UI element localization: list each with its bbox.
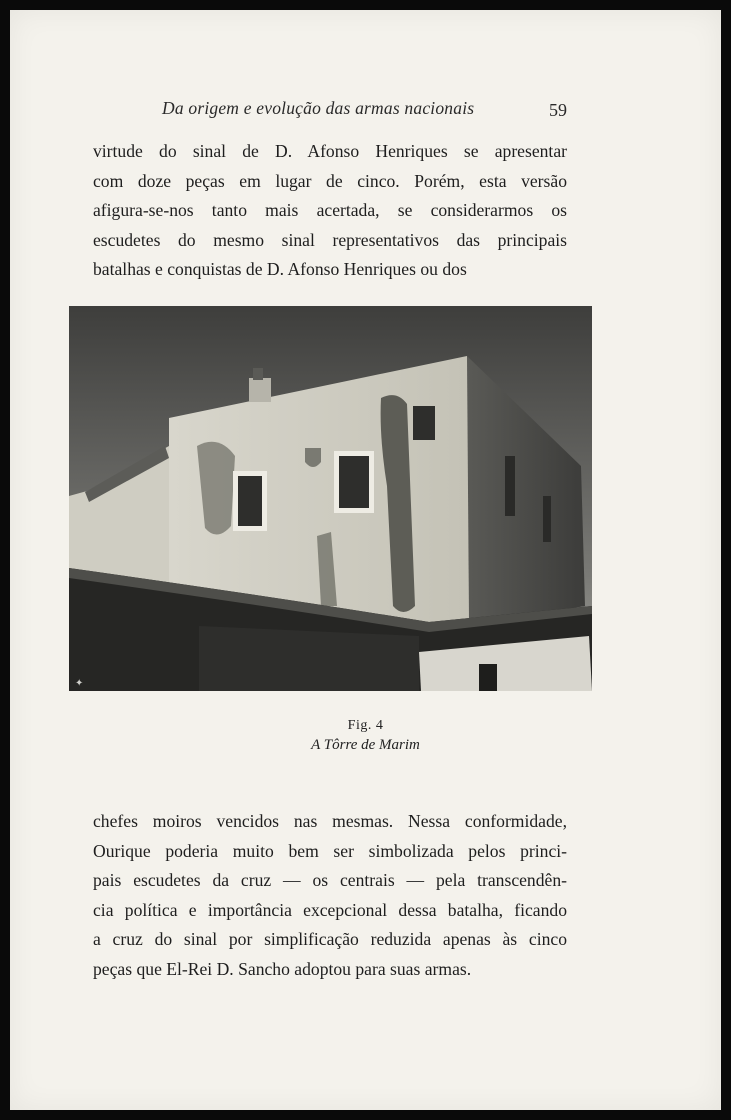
text-line: a cruz do sinal por simplificação reduzida apenas às cinco [93, 929, 567, 950]
page-number: 59 [549, 100, 567, 120]
text-line: pais escudetes da cruz — os centrais — pela transcendên- [93, 870, 567, 891]
page-header [10, 98, 721, 124]
photographer-monogram: ✦ [75, 678, 84, 689]
chimney [249, 378, 271, 402]
text-line: com doze peças em lugar de cinco. Porém, esta versão [93, 170, 567, 191]
paragraph-bottom [93, 807, 567, 985]
text-line: Ourique poderia muito bem ser simbolizada pelos princi- [93, 840, 567, 861]
book-page [10, 10, 721, 1110]
text-line: afigura-se-nos tanto mais acertada, se considerarmos os [93, 200, 567, 221]
text-line: virtude do sinal de D. Afonso Henriques se apresentar [93, 141, 567, 161]
coat-of-arms [305, 448, 321, 467]
figure-photograph [69, 306, 592, 691]
text-line: peças que El-Rei D. Sancho adoptou para suas armas. [93, 958, 472, 979]
running-title: Da origem e evolução das armas nacionais [162, 98, 475, 118]
figure-label: Fig. 4 [347, 718, 384, 733]
paragraph-top [93, 137, 567, 285]
text-line: batalhas e conquistas de D. Afonso Henriques ou dos [93, 259, 467, 280]
text-line: chefes moiros vencidos nas mesmas. Nessa conformidade, [93, 811, 567, 831]
figure-title: A Tôrre de Marim [311, 737, 420, 753]
text-line: escudetes do mesmo sinal representativos das principais [93, 229, 567, 250]
text-line: cia política e importância excepcional dessa batalha, ficando [93, 899, 567, 920]
